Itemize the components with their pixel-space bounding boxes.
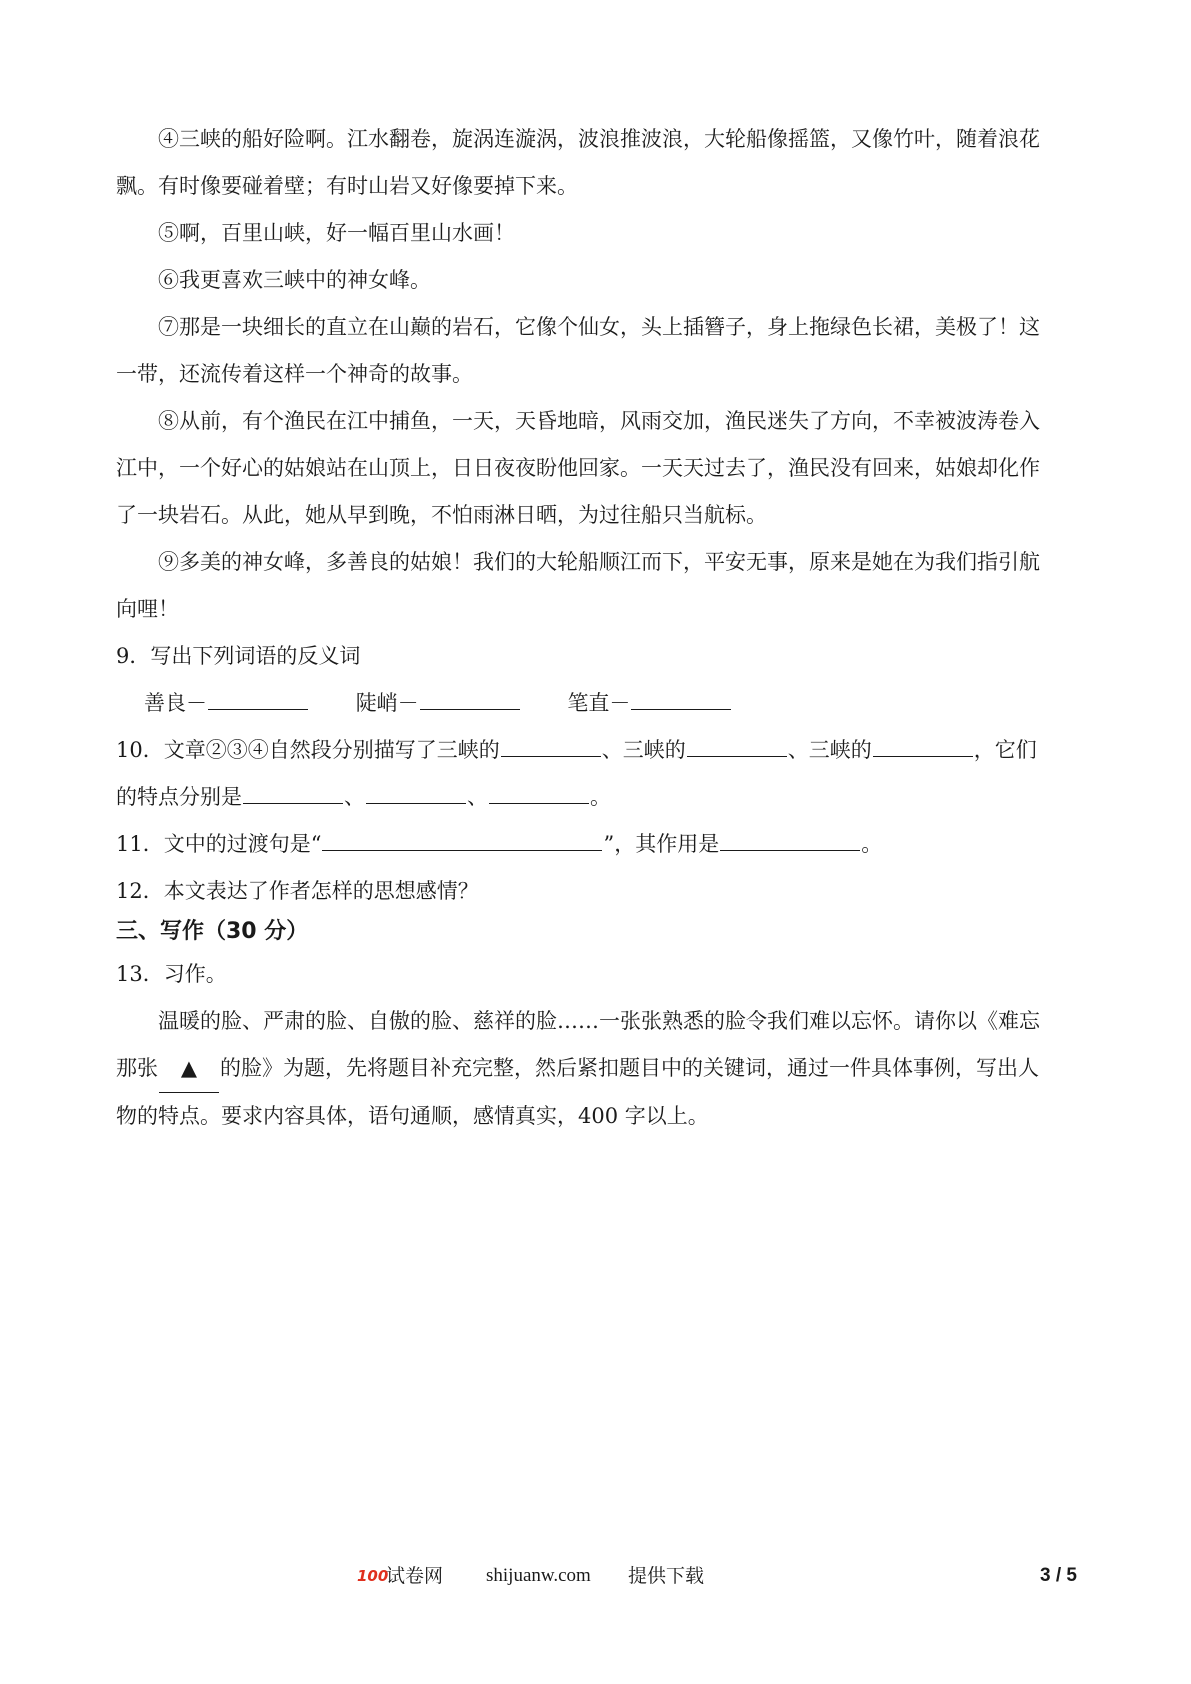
question-text: ，它们 [973, 738, 1037, 762]
paragraph-4-line-2: 飘。有时像要碰着壁；有时山岩又好像要掉下来。 [116, 174, 578, 198]
site-logo-icon: 100 [357, 1567, 389, 1585]
question-text: 。 [590, 785, 611, 809]
question-text: 10．文章②③④自然段分别描写了三峡的 [116, 738, 500, 762]
paragraph-7-line-1: ⑦那是一块细长的直立在山巅的岩石，它像个仙女，头上插簪子，身上拖绿色长裙，美极了！这 [158, 315, 1040, 339]
question-13-line-2 [116, 1045, 1080, 1093]
section-heading-writing: 三、写作（30 分） [116, 919, 309, 944]
footer-download-text: 提供下载 [628, 1565, 705, 1587]
paragraph-9-line-1: ⑨多美的神女峰，多善良的姑娘！我们的大轮船顺江而下，平安无事，原来是她在为我们指引航 [158, 550, 1040, 574]
question-13-title: 13．习作。 [116, 962, 227, 986]
page-number: 3 / 5 [1040, 1565, 1077, 1586]
question-text: 的特点分别是 [116, 785, 242, 809]
paragraph-4-line-1: ④三峡的船好险啊。江水翻卷，旋涡连漩涡，波浪推波浪，大轮船像摇篮，又像竹叶，随着浪花 [158, 127, 1040, 151]
paragraph-9-line-2: 向哩！ [116, 597, 179, 621]
question-13-line-1: 温暖的脸、严肃的脸、自傲的脸、慈祥的脸……一张张熟悉的脸令我们难以忘怀。请你以《难忘 [158, 1009, 1040, 1033]
question-12: 12．本文表达了作者怎样的思想感情？ [116, 879, 479, 903]
answer-blank[interactable] [720, 823, 860, 851]
answer-blank[interactable] [243, 776, 343, 804]
footer-site-name: 试卷网 [386, 1565, 444, 1587]
question-9: 9．写出下列词语的反义词 [116, 644, 361, 668]
paragraph-8-line-3: 了一块岩石。从此，她从早到晚，不怕雨淋日晒，为过往船只当航标。 [116, 503, 767, 527]
question-text: ”，其作用是 [603, 832, 720, 856]
question-13-line-3: 物的特点。要求内容具体，语句通顺，感情真实，400 字以上。 [116, 1104, 709, 1128]
antonym-word-3: 笔直－ [567, 691, 631, 715]
answer-blank[interactable] [687, 729, 787, 757]
answer-blank[interactable] [420, 682, 520, 710]
title-blank[interactable]: ▲ [159, 1045, 219, 1093]
question-text: 、 [467, 785, 488, 809]
answer-blank[interactable] [873, 729, 973, 757]
paragraph-8-line-2: 江中，一个好心的姑娘站在山顶上，日日夜夜盼他回家。一天天过去了，渔民没有回来，姑娘却化作 [116, 456, 1040, 480]
question-text: 、三峡的 [601, 738, 686, 762]
question-10-line-2 [116, 774, 1080, 821]
question-text: 的脸》为题，先将题目补充完整，然后紧扣题目中的关键词，通过一件具体事例，写出人 [220, 1056, 1039, 1080]
question-text: 、三峡的 [787, 738, 872, 762]
footer-url[interactable]: shijuanw.com [486, 1565, 591, 1586]
answer-blank[interactable] [501, 729, 601, 757]
document-body [116, 116, 1080, 1140]
antonym-word-2: 陡峭－ [355, 691, 419, 715]
answer-blank[interactable] [489, 776, 589, 804]
paragraph-8-line-1: ⑧从前，有个渔民在江中捕鱼，一天，天昏地暗，风雨交加，渔民迷失了方向，不幸被波涛卷入 [158, 409, 1040, 433]
answer-blank[interactable] [631, 682, 731, 710]
question-10-line-1 [116, 727, 1080, 774]
paragraph-6: ⑥我更喜欢三峡中的神女峰。 [158, 268, 431, 292]
question-text: 11．文中的过渡句是“ [116, 832, 322, 856]
page-footer [0, 1561, 1191, 1591]
antonym-word-1: 善良－ [144, 691, 207, 715]
answer-blank[interactable] [208, 682, 308, 710]
answer-blank[interactable] [366, 776, 466, 804]
question-text: 那张 [116, 1056, 158, 1080]
question-9-words [116, 680, 1080, 727]
paragraph-5: ⑤啊，百里山峡，好一幅百里山水画！ [158, 221, 515, 245]
answer-blank[interactable] [322, 823, 602, 851]
paragraph-7-line-2: 一带，还流传着这样一个神奇的故事。 [116, 362, 473, 386]
question-text: 。 [861, 832, 883, 856]
question-text: 、 [344, 785, 365, 809]
question-11 [116, 821, 1080, 868]
